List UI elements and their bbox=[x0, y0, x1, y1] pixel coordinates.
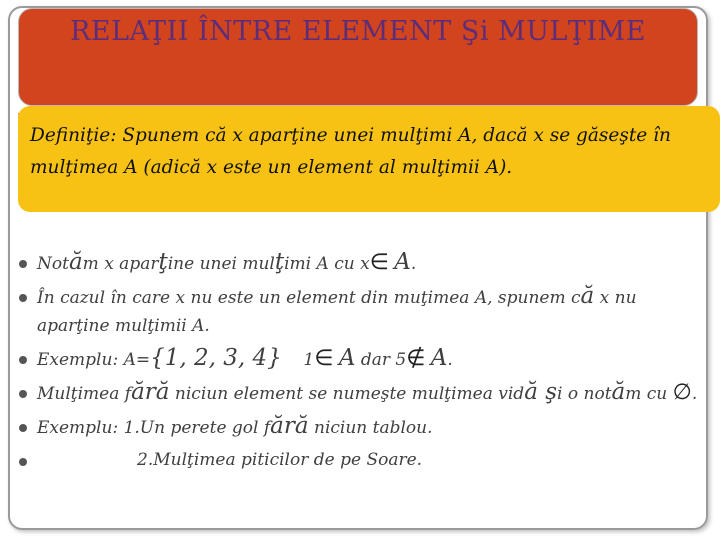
text: imi A cu x bbox=[284, 254, 370, 274]
text: niciun tablou. bbox=[308, 418, 433, 438]
not-element-of-symbol: ∉ bbox=[406, 346, 426, 371]
bullet-example-1 bbox=[26, 412, 716, 442]
text: 1 bbox=[303, 350, 315, 370]
text: ă bbox=[155, 379, 170, 405]
set-literal: {1, 2, 3, 4} bbox=[150, 345, 282, 371]
text: aparţine mulţimii A. bbox=[37, 316, 210, 336]
text: ş bbox=[537, 379, 558, 405]
text: Exemplu: 1.Un perete gol f bbox=[37, 418, 271, 438]
text: ă bbox=[611, 379, 626, 405]
text: Mulţimea f bbox=[37, 384, 132, 404]
text: m x apar bbox=[82, 254, 159, 274]
text: m cu bbox=[625, 384, 673, 404]
bullet-list bbox=[26, 248, 716, 478]
bullet-example-2 bbox=[26, 446, 716, 474]
bullet-not-element bbox=[26, 282, 716, 340]
definition-box bbox=[18, 106, 720, 212]
text: ăr bbox=[270, 413, 295, 439]
text: ă bbox=[524, 379, 538, 405]
text: ă bbox=[580, 283, 595, 309]
text: ine unei mul bbox=[167, 254, 275, 274]
element-of-symbol: ∈ bbox=[369, 250, 389, 275]
text: ţ bbox=[158, 249, 168, 275]
text: ă bbox=[294, 413, 309, 439]
set-letter: A bbox=[430, 345, 448, 371]
text: Not bbox=[37, 254, 69, 274]
text: ă bbox=[68, 249, 83, 275]
text: . bbox=[447, 350, 453, 370]
text: niciun element se numeşte mulţimea vid bbox=[169, 384, 525, 404]
set-letter: A bbox=[338, 345, 356, 371]
text: Exemplu: A= bbox=[37, 350, 151, 370]
slide-title: RELAŢII ÎNTRE ELEMENT Şi MULŢIME bbox=[70, 16, 646, 47]
text: i o not bbox=[557, 384, 612, 404]
text: În cazul în care x nu este un element din muţimea A, spunem c bbox=[37, 288, 581, 308]
text: x nu bbox=[594, 288, 637, 308]
definition-text: Definiţie: Spunem că x aparţine unei mulţimi A, dacă x se găseşte în mulţimea A (adică x este un element al mulţimii A). bbox=[30, 125, 671, 178]
element-of-symbol: ∈ bbox=[314, 346, 334, 371]
text: dar 5 bbox=[355, 350, 407, 370]
text: ăr bbox=[131, 379, 156, 405]
empty-set-symbol: ∅ bbox=[672, 380, 692, 405]
set-letter: A bbox=[394, 249, 411, 275]
text: . bbox=[691, 384, 698, 404]
bullet-empty-set bbox=[26, 378, 716, 408]
text: ţ bbox=[274, 249, 285, 275]
bullet-example-set bbox=[26, 344, 716, 374]
bullet-notation bbox=[26, 248, 716, 278]
text: 2.Mulţimea piticilor de pe Soare. bbox=[137, 450, 423, 470]
text: . bbox=[410, 254, 417, 274]
